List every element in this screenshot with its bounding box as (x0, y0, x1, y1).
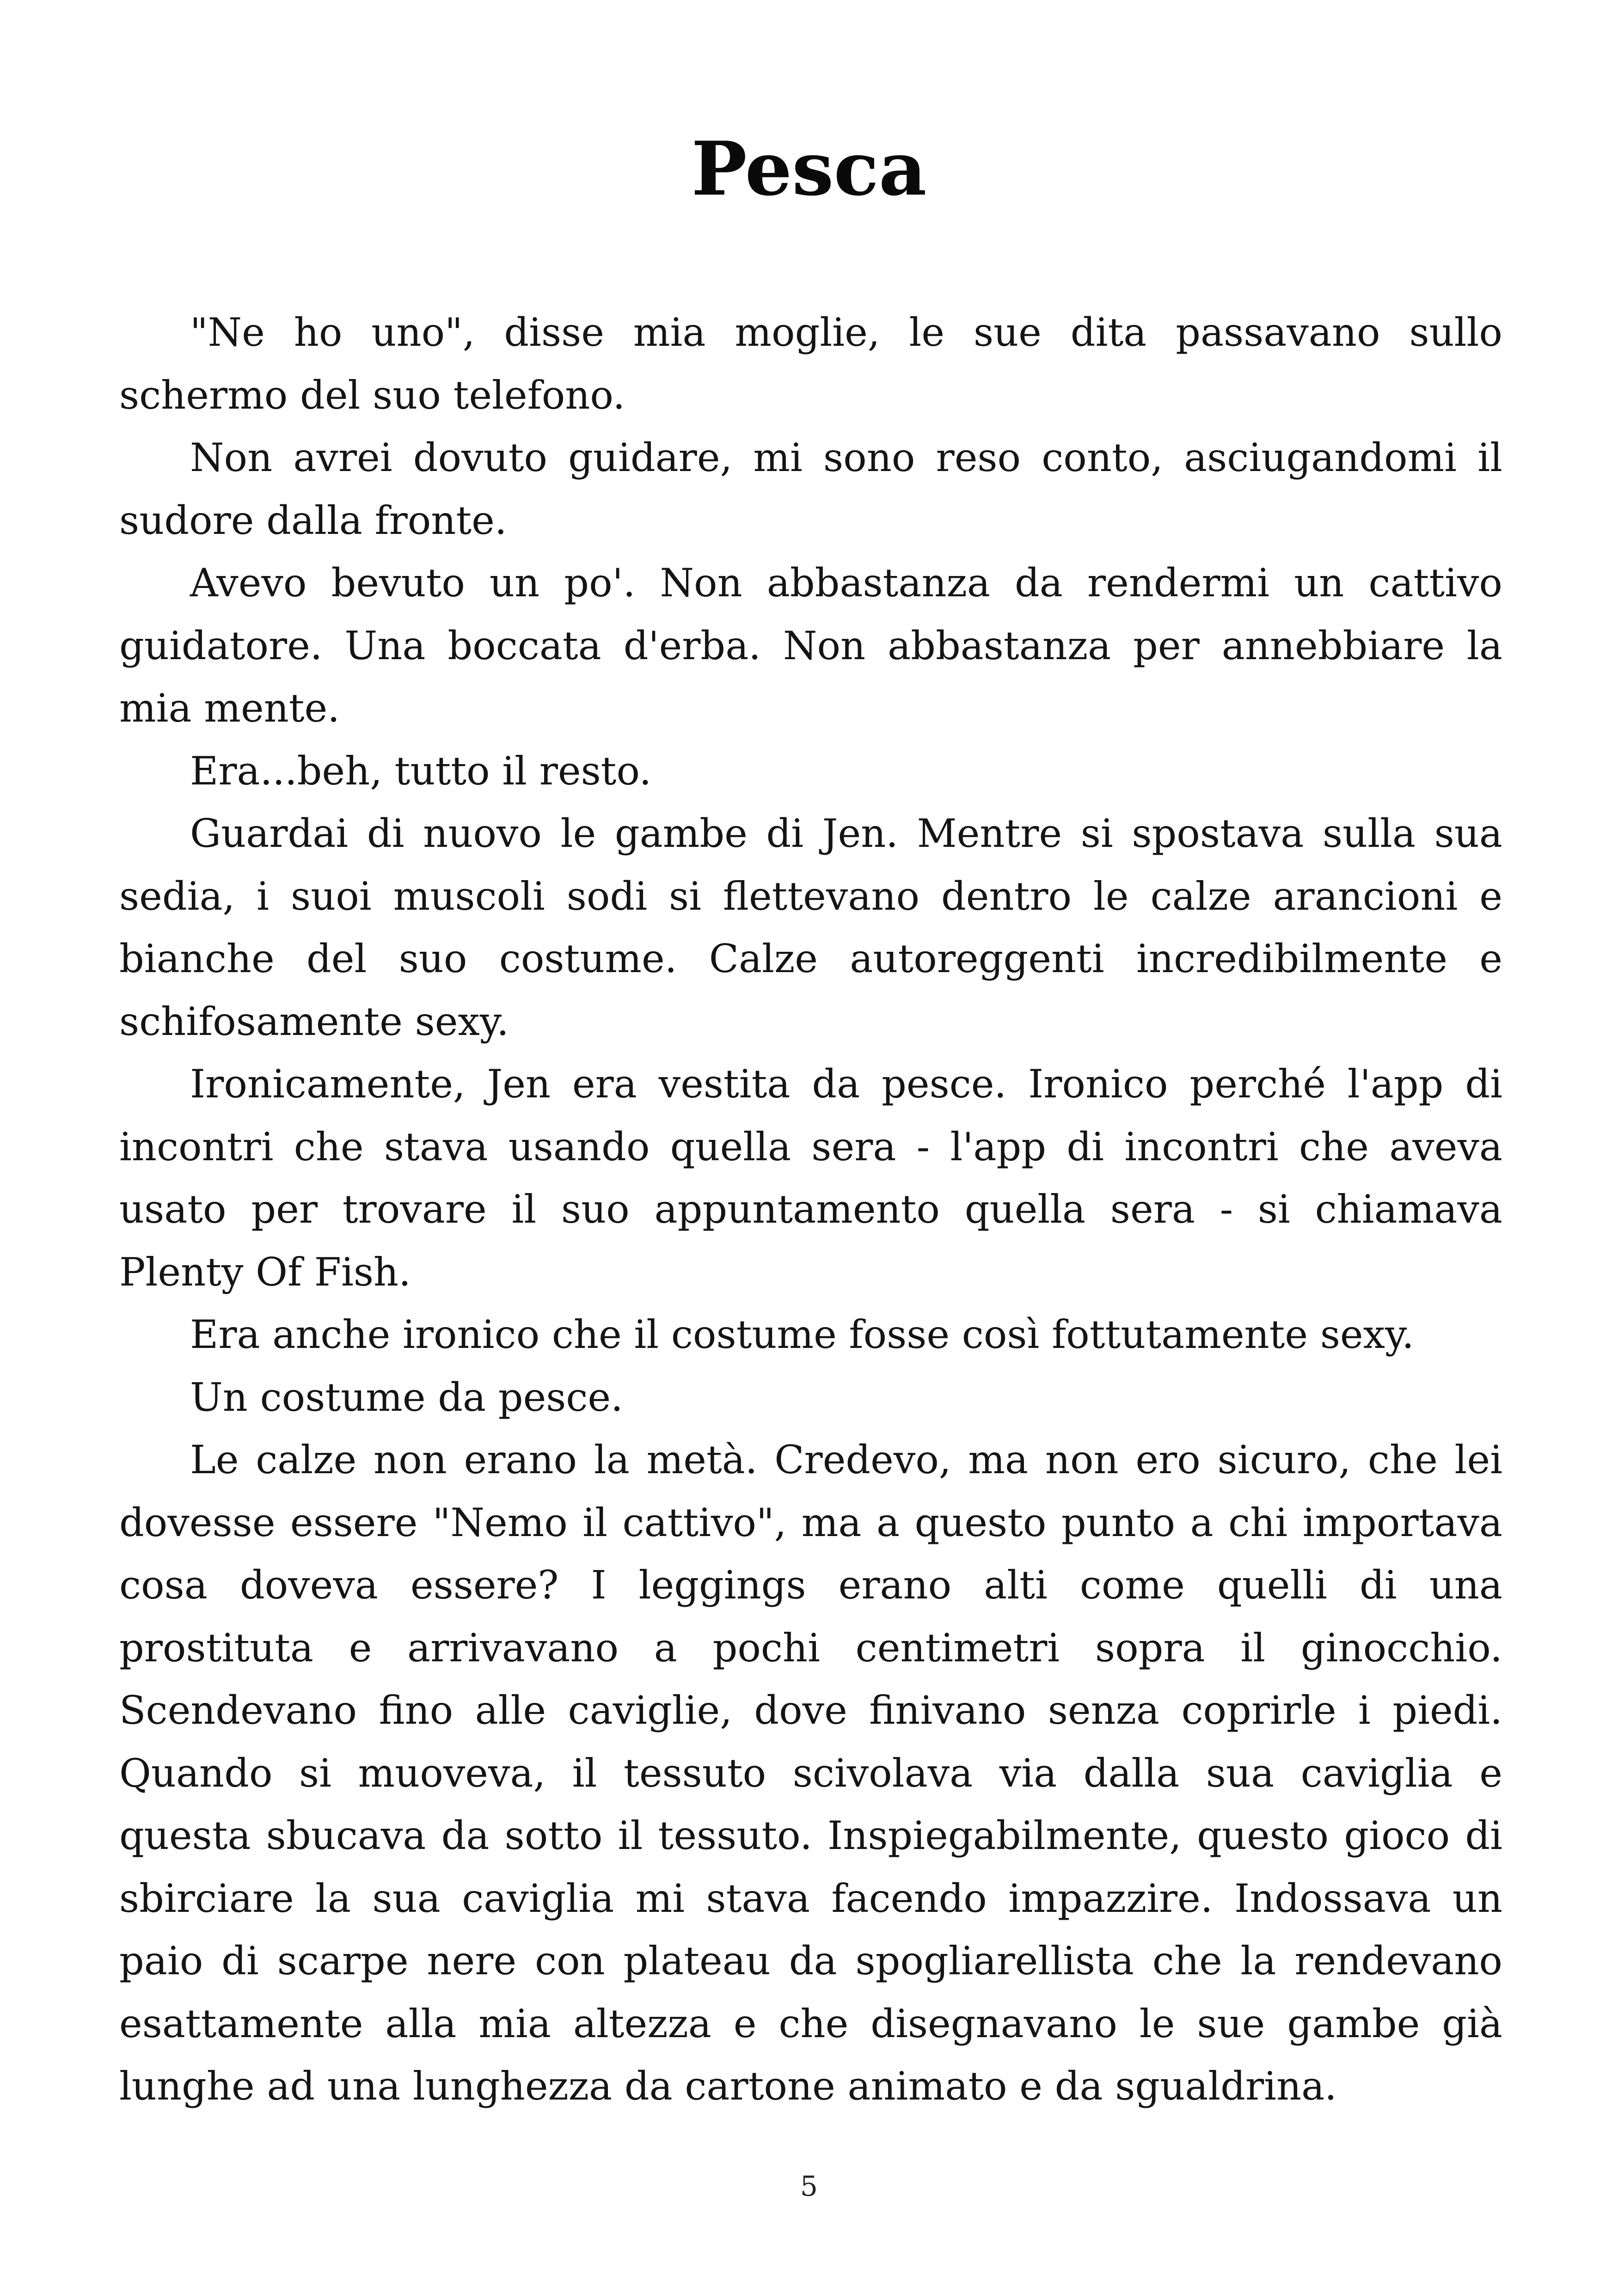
chapter-body (119, 301, 1502, 2118)
paragraph: Avevo bevuto un po'. Non abbastanza da rendermi un cattivo guidatore. Una boccata d'erba. Non abbastanza per annebbiare la mia mente. (119, 560, 1502, 731)
page-number: 5 (800, 2170, 818, 2203)
paragraph: Era...beh, tutto il resto. (190, 748, 652, 794)
paragraph: Guardai di nuovo le gambe di Jen. Mentre si spostava sulla sua sedia, i suoi muscoli sodi si flettevano dentro le calze arancioni e bianche del suo costume. Calze autoreggenti incredibilmente e schifosamente sexy. (119, 811, 1502, 1044)
paragraph: Un costume da pesce. (190, 1374, 623, 1420)
paragraph: "Ne ho uno", disse mia moglie, le sue dita passavano sullo schermo del suo telefono. (119, 310, 1502, 418)
paragraph: Le calze non erano la metà. Credevo, ma non ero sicuro, che lei dovesse essere "Nemo il cattivo", ma a questo punto a chi importava cosa doveva essere? I leggings erano alti come quelli di una prostituta e arrivavano a pochi centimetri sopra il ginocchio. Scendevano fino alle caviglie, dove finivano senza coprirle i piedi. Quando si muoveva, il tessuto scivolava via dalla sua caviglia e questa sbucava da sotto il tessuto. Inspiegabilmente, questo gioco di sbirciare la sua caviglia mi stava facendo impazzire. Indossava un paio di scarpe nere con plateau da spogliarellista che la rendevano esattamente alla mia altezza e che disegnavano le sue gambe già lunghe ad una lunghezza da cartone animato e da sgualdrina. (119, 1437, 1502, 2109)
chapter-title: Pesca (691, 125, 927, 212)
paragraph: Ironicamente, Jen era vestita da pesce. Ironico perché l'app di incontri che stava usando quella sera - l'app di incontri che aveva usato per trovare il suo appuntamento quella sera - si chiamava Plenty Of Fish. (119, 1061, 1502, 1295)
paragraph: Non avrei dovuto guidare, mi sono reso conto, asciugandomi il sudore dalla fronte. (119, 435, 1502, 543)
paragraph: Era anche ironico che il costume fosse così fottutamente sexy. (190, 1312, 1415, 1357)
